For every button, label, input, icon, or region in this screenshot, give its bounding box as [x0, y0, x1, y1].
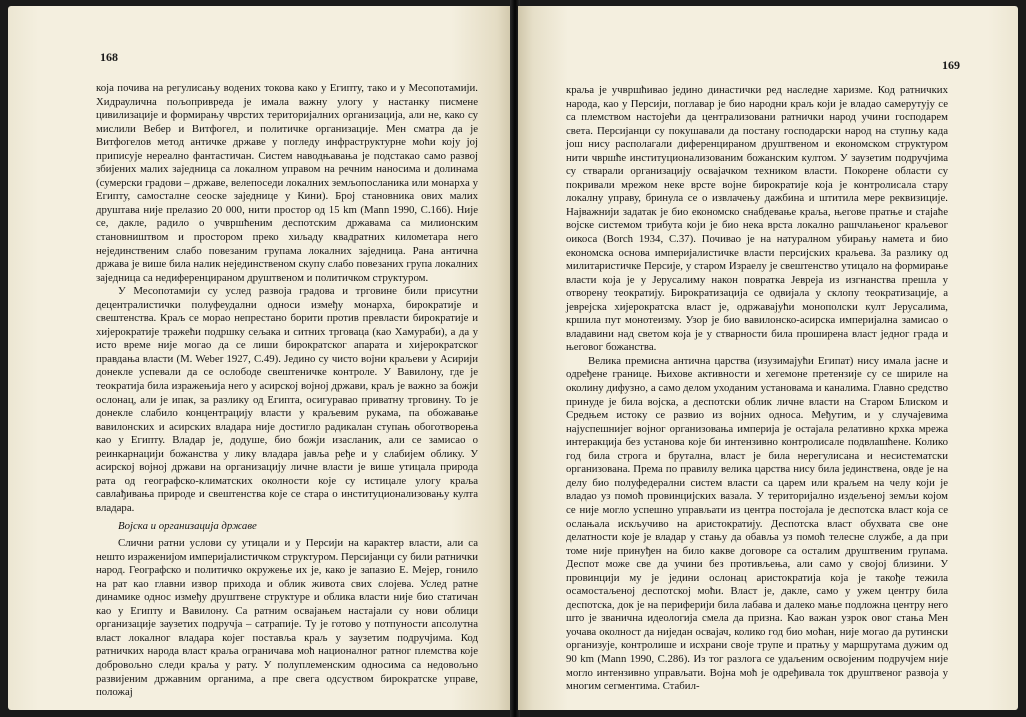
paragraph: краља је учвршћивао једино династички ред наследне харизме. Код ратничких народа, као у Персији, поглавар је био народни краљ који је владао самерутују се са племством настојећи да централизовани ратнички народ учини господарем света. Персијанци су покушавали да постану господарски народ на ступњу када још нису располагали диференцираном друштвеном и економском структуром нити чвршће институционализованим божанским култом. У заузетим подручјима су стварали организацију освајачком техником власти. Покорене области су покривали мрежом неке врсте војне бирократије која је контролисала стару локалну управу, бринула се о извлачењу дажбина и штитила мере реквизиције. Најважнији задатак је био економско снабдевање краља, његове пратње и стајаће војске системом трибута који је био нека врста локално рашчлањеног краљевог оикоса (Borch 1934, C.37). Почивао је на натуралном убирању намета и био економска основа империјалистичке власти персијских краљева. За разлику од милитаристичке Персије, у старом Израелу је свештенство утицало на формирање власти која је у Јерусалиму након повратка Јевреја из изгнанства прешла у отворену теократију. Бирократизација се одвијала у склопу теократизације, а јеврејска хијерократска власт је, одржавајући монополски култ Јерусалима, кршила пут монотеизму. Узор је био вавилонско-асирска империјална замисао о владавини над светом која је у стварности била проширена власт једног града и његовог божанства. — [566, 84, 948, 354]
paragraph: У Месопотамији су услед развоја градова и трговине били присутни децентралистички полуфеудални односи између монарха, бирократије и свештенства. Краљ се морао непрестано борити против превласти бирократије и хијерократије тражећи подршку сељака и ситних трговаца (као Хамураби), а да у исто време није могао да се лиши бирократског апарата и хијерократског правдања власти (M. Weber 1927, C.49). Једино су чисто војни краљеви у Асирији донекле успевали да се ослободе свештеничке контроле. У Вавилону, где је теократија била изражењија него у асирској војној држави, краљ је важно за божји ослонац, али је ипак, за разлику од Египта, осигуравао приватну трговину. То је донекле слабило концентрацију власти у краљевим рукама, па обожавање вавилонских и асирских владара није достигло радикалан ступањ обоготворења као у Египту. Владар је, додуше, био божји изасланик, али се замисао о реинкарнацији божанства у лику владара јавља ређе и у слабијем облику. У асирској војној држави на организацију личне власти је више утицала природа рата од географско-климатских околности које су истицале улогу краља савлађивања природе и свештенства које се стара о институционализовању култа владара. — [96, 285, 478, 514]
left-page-number: 168 — [100, 50, 118, 64]
paragraph: Велика премисна антична царства (изузимајући Египат) нису имала јасне и одређене границе. Њихове активности и хегемоне претензије су се шириле на околину дифузно, а само делом уходаним установама и каналима. Главно средство принуде је била војска, а деспотски облик личне власти на Старом Блиском и Средњем истоку се развио из војних односа. Међутим, и у случајевима најуспешнијег војног организовања империја је остајала релативно крхка мрежа интеракција без установа које би интензивно контролисале подвлашћене. Колико год била строга и брутална, власт је била нерегулисана и несистематски организована. Према по правилу велика царства нису била јединствена, овде је на делу био полуфедерални систем власти са царем или краљем на челу који је владао уз помоћ провинцијских вазала. У територијално издељеној земљи којом се није могло успешно управљати из центра постојала је деспотска власт која се ослањала искључиво на аристократију. Деспотска власт обухвата све оне делатности које је владар у стању да обавља уз помоћ телесне службе, а да при томе није принуђен на било какве договоре са осталим друштвеним групама. Деспот може све да учини без противљења, али само у својој близини. У провинцији му је једини ослонац аристократија која је такође тежила осамостаљеној деспотској моћи. Власт је, дакле, само у ужем центру била деспотска, док је на периферији била лабава и далеко мање подложна центру него што је званична идеологија смела да призна. Као важан узрок овог стања Мен уочава околност да ниједан освајач, колико год био моћан, није могао да рутински организује, контролише и исхрани своје трупе и пратњу у маршрутама дужим од 90 km (Mann 1990, C.286). Из тог разлога се удаљеним освојеним подручјем није могло интензивно управљати. Војна моћ је одређивала ток друштвеног развоја у многим сегментима. Стабил- — [566, 354, 948, 693]
right-page-text — [566, 84, 948, 694]
left-page-text — [96, 82, 478, 700]
section-heading: Војска и организација државе — [118, 519, 257, 532]
right-page-number: 169 — [942, 58, 960, 72]
right-page — [518, 6, 1018, 710]
paragraph: Слични ратни услови су утицали и у Персији на карактер власти, али са нешто израженијом империјалистичком структуром. Персијанци су били ратнички народ. Географско и политичко окружење их је, како је запазио Е. Мејер, гонило на рат као главни извор прихода и облик живота свих слојева. Услед ратне динамике однос између друштвене структуре и облика власти није био статичан као у Египту и Вавилону. Са ратним освајањем настајали су нови облици организације заузетих подручја – сатрапије. Ту је готово у потпуности апсолутна власт локалног владара којег поставља краљ у заузетим подручјима. Код ратничких народа власт краља ограничава моћ националног ратног племства које добровољно следи краља у рату. У полуплеменским односима са недовољно развијеним државним органима, а пре свега одсуством бирократске управе, положај — [96, 537, 478, 699]
paragraph: која почива на регулисању водених токова како у Египту, тако и у Месопотамији. Хидраулична пољопривреда је имала важну улогу у настанку писмене цивилизације и формирању чврстих територијалних организација, али не, како су мислили Вебер и Витфогел, и политичке организације. Мен сматра да је Витфогелов метод античке државе у погледу инфраструктурне моћи коју јој приписује нереално фантастичан. Систем наводњавања је подстакао само развој збијених малих заједница са локалном управом на речним наносима и долинама (сумерски градови – државе, велепоседи локалних земљопосланика или монархa у Египту, самосталне сеоске заједнице у Кини). Број становника ових малих друштава није прелазио 20 000, нити простор од 15 km (Mann 1990, C.166). Није се, дакле, радило о учвршћеним деспотским државама са милионским становништвом и простором преко хиљаду квадратних километара него нејединственим слабо повезаним групама локалних заједница. Рана антична држава је више била налик нејединственом скупу слабо повезаних група локалних заједница са недиференцираном друштвеном и политичком структуром. — [96, 82, 478, 284]
left-page — [8, 6, 512, 710]
